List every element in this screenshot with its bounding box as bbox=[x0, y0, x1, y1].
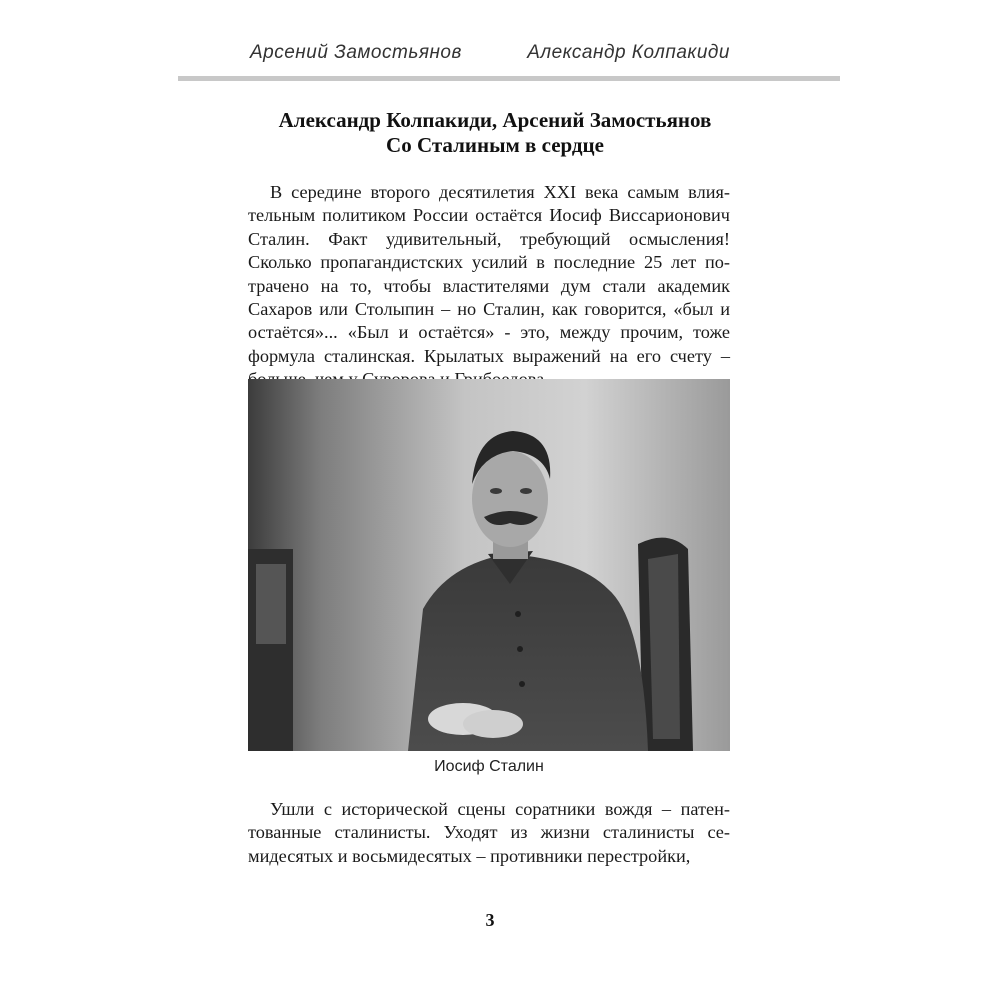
chapter-title bbox=[180, 108, 810, 158]
running-header-author-left: Арсений Замостьянов bbox=[250, 42, 462, 63]
body-paragraph-2: Ушли с исторической сцены соратники вождя – патентованные сталинисты. Уходят из жизни сталинисты семидесятых и восьмидесятых – противники перестройки, bbox=[248, 799, 730, 866]
chapter-title-name: Со Сталиным в сердце bbox=[386, 133, 604, 157]
chapter-title-authors: Александр Колпакиди, Арсений Замостьянов bbox=[278, 108, 712, 132]
portrait-illustration bbox=[248, 379, 730, 751]
photo-caption: Иосиф Сталин bbox=[434, 758, 544, 775]
page-number: 3 bbox=[485, 910, 495, 930]
portrait-photo bbox=[248, 379, 730, 751]
header-rule bbox=[178, 76, 840, 81]
running-header-author-right: Александр Колпакиди bbox=[527, 42, 730, 63]
body-paragraph-1: В середине второго десятилетия XXI века самым влиятельным политиком России остаётся Иосиф Виссарионович Сталин. Факт удивительный, требующий осмысления! Сколько пропагандистских усилий в последние 25 лет потрачено на то, чтобы властителями дум стали академик Сахаров или Столыпин – но Сталин, как говорится, «был и остаётся»... «Был и остаётся» - это, между прочим, тоже формула сталинская. Крылатых выражений на его счету – bbox=[248, 182, 730, 366]
running-header bbox=[180, 42, 740, 72]
